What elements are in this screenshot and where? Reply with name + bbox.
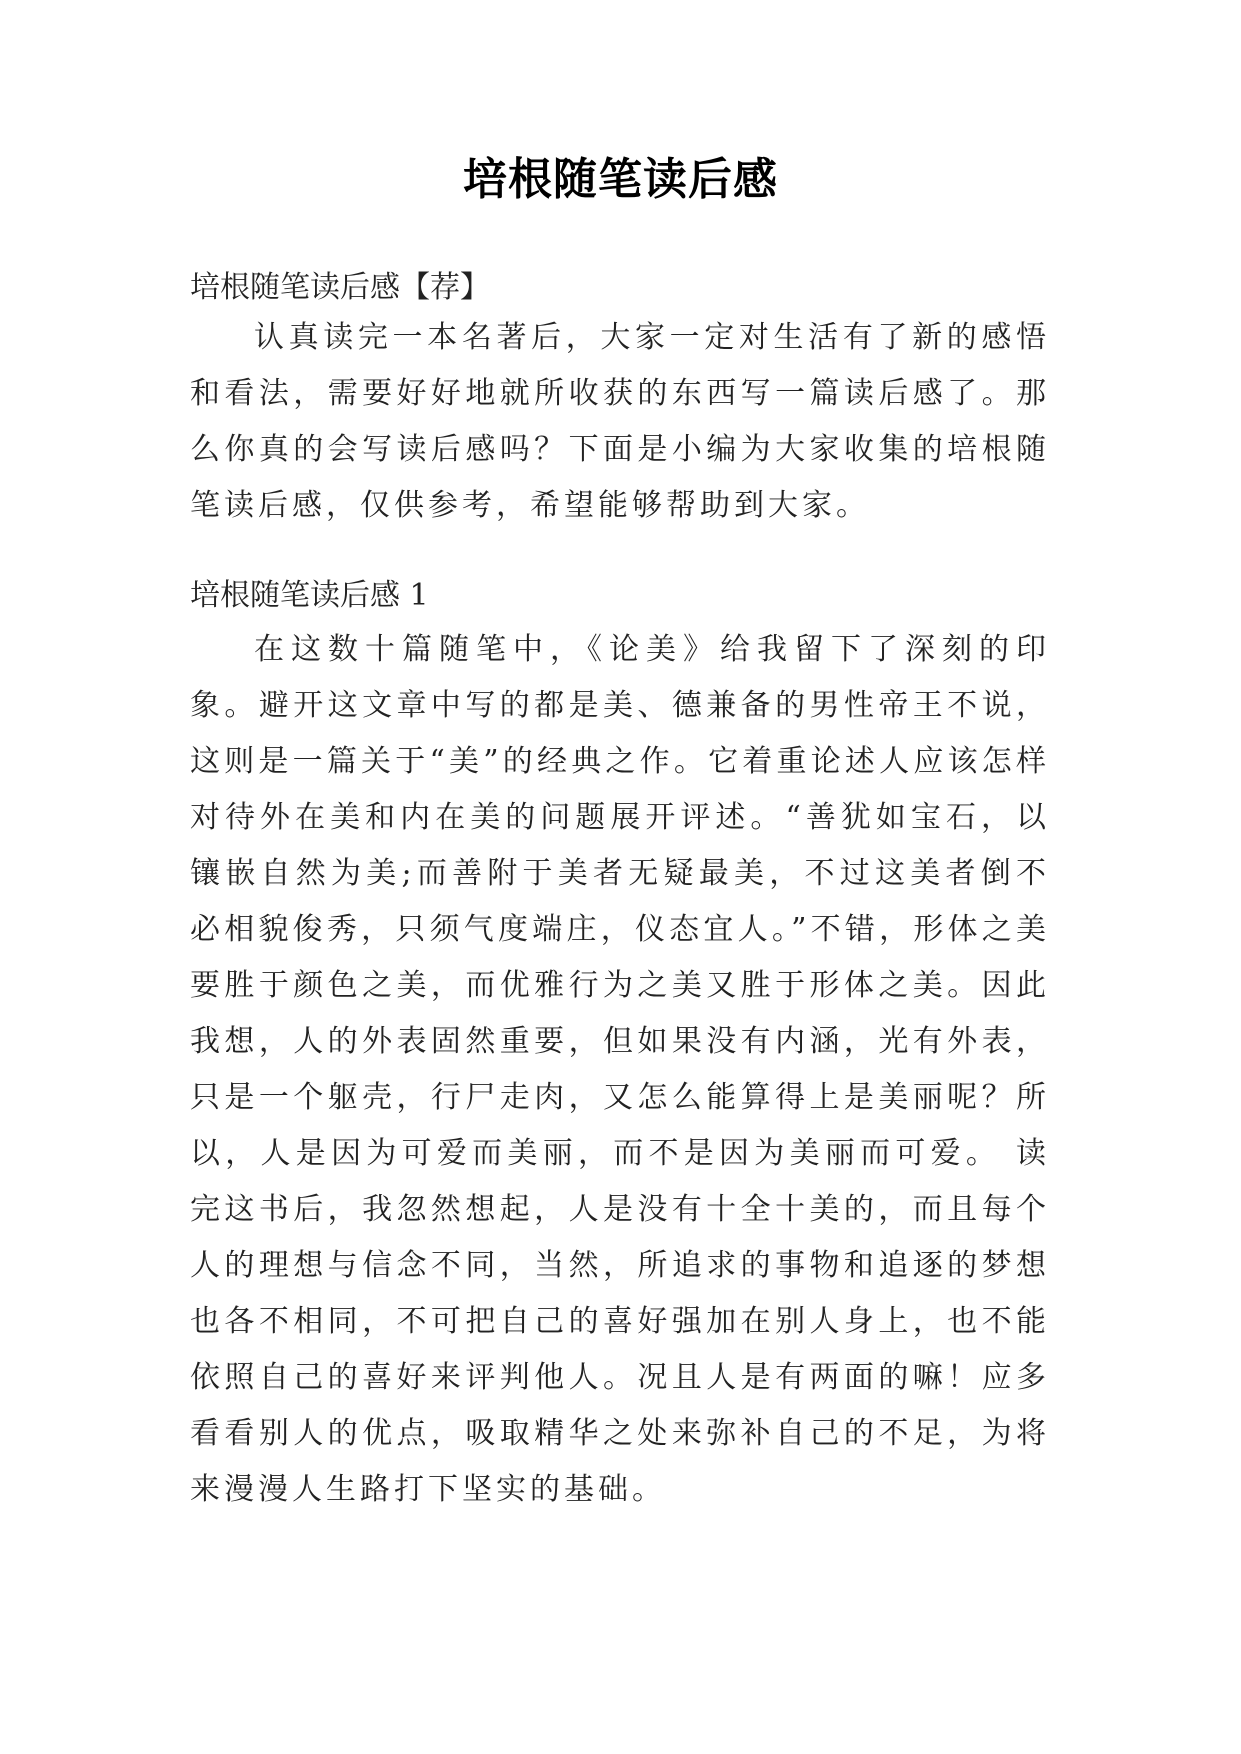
section-heading: 培根随笔读后感 1 [190,578,429,613]
intro-heading: 培根随笔读后感【荐】 [190,270,490,305]
page-title: 培根随笔读后感 [463,154,778,205]
section-paragraph: 在这数十篇随笔中，《论美》给我留下了深刻的印象。避开这文章中写的都是美、德兼备的男性帝王不说，这则是一篇关于“美”的经典之作。它着重论述人应该怎样对待外在美和内在美的问题展开评述。“善犹如宝石，以镶嵌自然为美;而善附于美者无疑最美，不过这美者倒不必相貌俊秀，只须气度端庄，仪态宜人。”不错，形体之美要胜于颜色之美，而优雅行为之美又胜于形体之美。因此我想，人的外表固然重要，但如果没有内涵，光有外表，只是一个躯壳，行尸走肉，又怎么能算得上是美丽呢？所以，人是因为可爱而美丽，而不是因为美丽而可爱。 读完这书后，我忽然想起，人是没有十全十美的，而且每个人的理想与信念不同，当然，所追求的事物和追逐的梦想也各不相同，不可把自己的喜好强加在别人身上，也不能依照自己的喜好来评判他人。况且人是有两面的嘛！应多看看别人的优点，吸取精华之处来弥补自己的不足，为将来漫漫人生路打下坚实的基础。 [190,632,1050,1507]
intro-paragraph: 认真读完一本名著后，大家一定对生活有了新的感悟和看法，需要好好地就所收获的东西写一篇读后感了。那么你真的会写读后感吗？下面是小编为大家收集的培根随笔读后感，仅供参考，希望能够帮助到大家。 [190,320,1050,523]
